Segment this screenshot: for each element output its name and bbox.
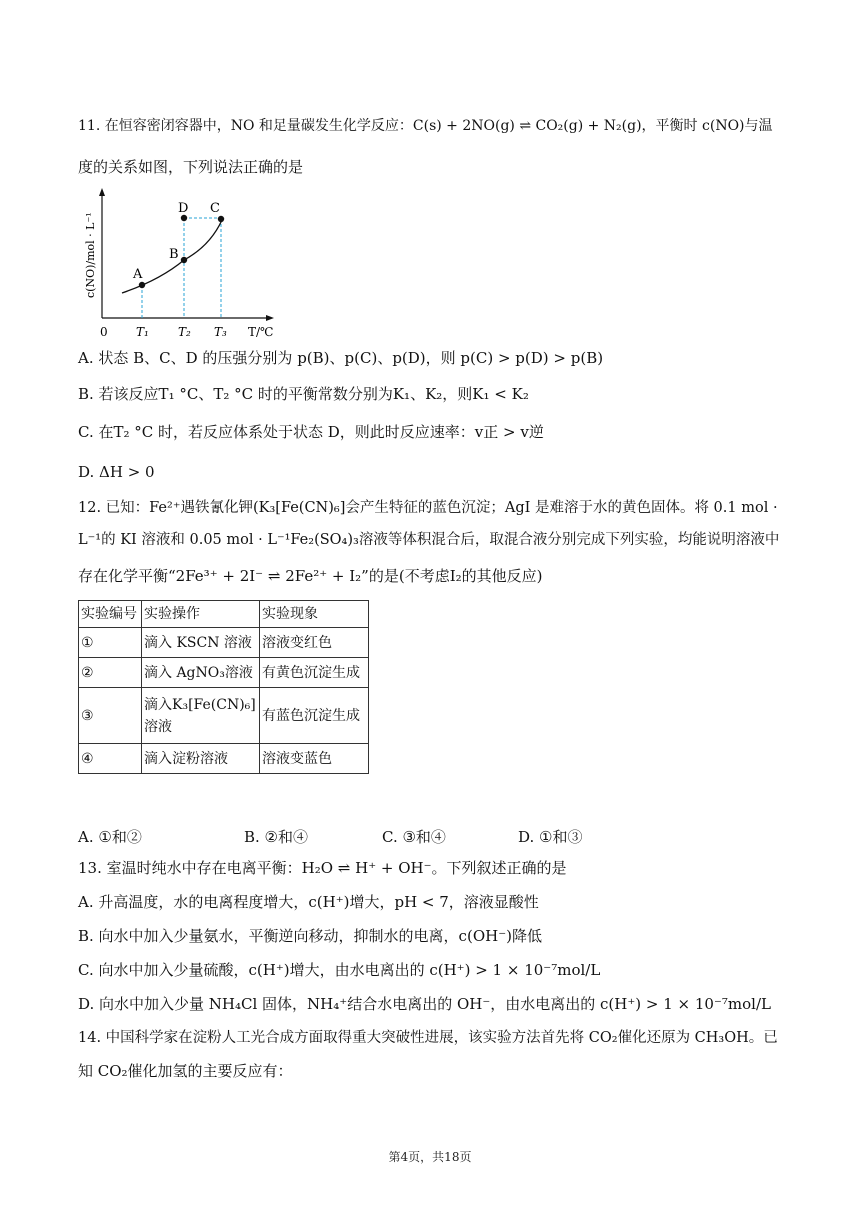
y-axis-arrow bbox=[99, 188, 105, 196]
page-footer: 第4页，共18页 bbox=[388, 1150, 472, 1164]
table-cell: 滴入K₃[Fe(CN)₆]溶液 bbox=[142, 688, 260, 744]
q13-stem: 13. 室温时纯水中存在电离平衡：H₂O ⇌ H⁺ + OH⁻。下列叙述正确的是 bbox=[78, 859, 567, 877]
x-axis-label: T/℃ bbox=[248, 325, 274, 339]
table-cell: 溶液变红色 bbox=[260, 628, 369, 658]
q12-choice-b: B. ②和④ bbox=[244, 828, 309, 846]
q11-stem-line1: 11. 在恒容密闭容器中，NO 和足量碳发生化学反应：C(s) + 2NO(g) ⇌ CO₂(g) + N₂(g)，平衡时 c(NO)与温 bbox=[78, 118, 773, 134]
q14-stem-line2: 知 CO₂催化加氢的主要反应有： bbox=[78, 1062, 293, 1080]
table-row bbox=[79, 628, 369, 658]
q12-experiment-table bbox=[78, 600, 369, 774]
tick-T3: T₃ bbox=[214, 325, 227, 339]
origin-label: 0 bbox=[100, 325, 108, 339]
point-B bbox=[181, 257, 187, 263]
table-cell: 滴入 AgNO₃溶液 bbox=[142, 658, 260, 688]
table-cell: ① bbox=[79, 628, 142, 658]
q11-option-a: A. 状态 B、C、D 的压强分别为 p(B)、p(C)、p(D)，则 p(C) > p(D) > p(B) bbox=[78, 349, 604, 367]
table-row bbox=[79, 658, 369, 688]
table-header-row bbox=[79, 601, 369, 628]
q11-stem-line2: 度的关系如图，下列说法正确的是 bbox=[78, 158, 304, 176]
table-cell: ② bbox=[79, 658, 142, 688]
q13-option-c: C. 向水中加入少量硫酸，c(H⁺)增大，由水电离出的 c(H⁺) > 1 × 10⁻⁷mol/L bbox=[78, 961, 601, 979]
point-C bbox=[218, 216, 224, 222]
q11-option-b: B. 若该反应T₁ °C、T₂ °C 时的平衡常数分别为K₁、K₂，则K₁ < K₂ bbox=[78, 385, 529, 403]
q11-graph bbox=[80, 188, 280, 348]
q12-stem-line3: 存在化学平衡“2Fe³⁺ + 2I⁻ ⇌ 2Fe²⁺ + I₂”的是(不考虑I₂的其他反应) bbox=[78, 567, 543, 585]
table-row bbox=[79, 688, 369, 744]
q12-stem-line2: L⁻¹的 KI 溶液和 0.05 mol · L⁻¹Fe₂(SO₄)₃溶液等体积混合后，取混合液分别完成下列实验，均能说明溶液中 bbox=[78, 532, 780, 548]
x-axis-arrow bbox=[266, 315, 274, 321]
label-D: D bbox=[178, 201, 189, 216]
table-cell: 有黄色沉淀生成 bbox=[260, 658, 369, 688]
table-cell: 滴入 KSCN 溶液 bbox=[142, 628, 260, 658]
q12-choice-a: A. ①和② bbox=[78, 828, 142, 846]
table-header: 实验操作 bbox=[142, 601, 260, 628]
point-A bbox=[139, 282, 145, 288]
table-cell: ④ bbox=[79, 744, 142, 774]
q11-option-c: C. 在T₂ °C 时，若反应体系处于状态 D，则此时反应速率：v正 > v逆 bbox=[78, 423, 544, 441]
table-cell: 溶液变蓝色 bbox=[260, 744, 369, 774]
table-header: 实验编号 bbox=[79, 601, 142, 628]
q11-option-d: D. ΔH > 0 bbox=[78, 463, 155, 481]
y-axis-label: c(NO)/mol · L⁻¹ bbox=[84, 212, 97, 298]
tick-T1: T₁ bbox=[136, 325, 149, 339]
table-cell: 有蓝色沉淀生成 bbox=[260, 688, 369, 744]
q13-option-d: D. 向水中加入少量 NH₄Cl 固体，NH₄⁺结合水电离出的 OH⁻，由水电离出的 c(H⁺) > 1 × 10⁻⁷mol/L bbox=[78, 995, 771, 1013]
q13-option-a: A. 升高温度，水的电离程度增大，c(H⁺)增大，pH < 7，溶液显酸性 bbox=[78, 893, 539, 911]
tick-T2: T₂ bbox=[178, 325, 191, 339]
table-cell: ③ bbox=[79, 688, 142, 744]
label-B: B bbox=[169, 247, 179, 262]
label-C: C bbox=[210, 201, 220, 216]
table-cell: 滴入淀粉溶液 bbox=[142, 744, 260, 774]
table-header: 实验现象 bbox=[260, 601, 369, 628]
table-row bbox=[79, 744, 369, 774]
q11-graph-svg bbox=[80, 188, 280, 348]
q12-choice-d: D. ①和③ bbox=[518, 828, 583, 846]
label-A: A bbox=[133, 267, 143, 282]
q14-stem-line1: 14. 中国科学家在淀粉人工光合成方面取得重大突破性进展，该实验方法首先将 CO₂催化还原为 CH₃OH。已 bbox=[78, 1030, 778, 1046]
q12-stem-line1: 12. 已知：Fe²⁺遇铁氰化钾(K₃[Fe(CN)₆]会产生特征的蓝色沉淀；AgI 是难溶于水的黄色固体。将 0.1 mol · bbox=[78, 500, 778, 516]
q12-choice-c: C. ③和④ bbox=[382, 828, 446, 846]
q13-option-b: B. 向水中加入少量氨水，平衡逆向移动，抑制水的电离，c(OH⁻)降低 bbox=[78, 927, 542, 945]
